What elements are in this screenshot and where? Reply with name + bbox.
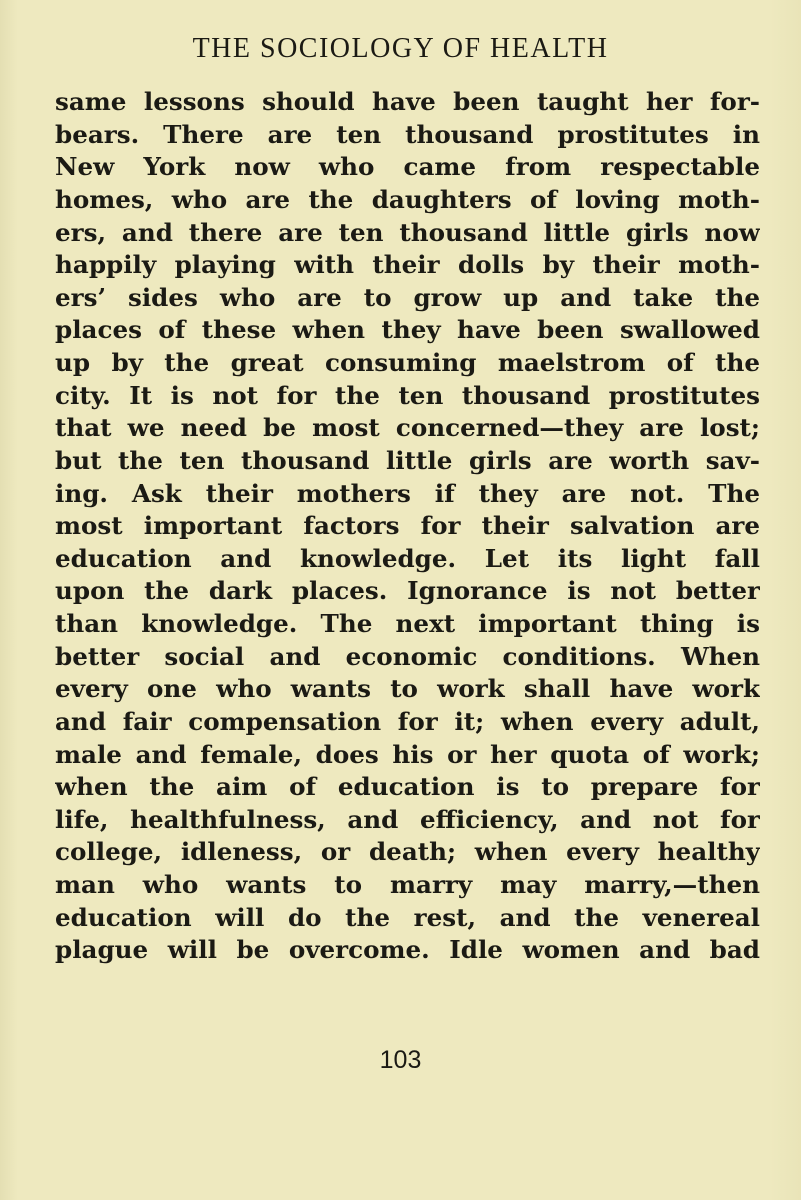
text-line: when the aim of education is to prepare for [55,772,760,802]
text-line: bears. There are ten thousand prostitutes in [55,119,760,149]
text-line: ing. Ask their mothers if they are not. The [55,478,760,508]
text-line: ers, and there are ten thousand little girls now [55,217,760,247]
text-line: city. It is not for the ten thousand prostitutes [55,380,760,410]
text-line: man who wants to marry may marry,—then [55,870,760,899]
text-line: ers’ sides who are to grow up and take the [55,282,760,312]
text-line: up by the great consuming maelstrom of the [55,348,760,377]
text-line: happily playing with their dolls by their moth- [55,250,760,280]
text-line: education will do the rest, and the venereal [55,902,760,932]
text-line: than knowledge. The next important thing is [55,609,760,638]
text-line: and fair compensation for it; when every adult, [55,706,760,736]
body-text [55,86,760,967]
text-line: but the ten thousand little girls are worth sav- [55,445,760,475]
text-line: places of these when they have been swallowed [55,315,760,345]
text-line: better social and economic conditions. When [55,641,760,671]
text-line: education and knowledge. Let its light fall [55,543,760,573]
page-number: 103 [379,1046,422,1074]
text-line: male and female, does his or her quota of work; [55,739,760,769]
text-line: every one who wants to work shall have work [55,674,760,704]
text-line: plague will be overcome. Idle women and bad [55,935,760,965]
text-line: college, idleness, or death; when every healthy [55,837,760,867]
text-line: life, healthfulness, and efficiency, and not for [55,804,760,834]
text-line: upon the dark places. Ignorance is not better [55,576,760,606]
text-line: same lessons should have been taught her for- [55,87,760,116]
text-line: homes, who are the daughters of loving moth- [55,184,760,214]
text-line: that we need be most concerned—they are lost; [55,413,760,443]
running-head: THE SOCIOLOGY OF HEALTH [192,33,609,64]
text-line: New York now who came from respectable [55,152,760,182]
text-line: most important factors for their salvation are [55,511,760,541]
